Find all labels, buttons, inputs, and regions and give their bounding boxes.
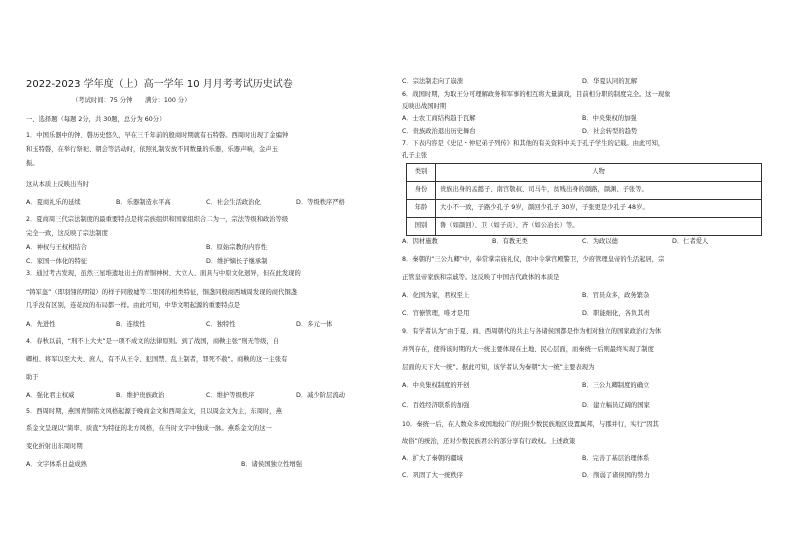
table-cell: 鲁（如颜回）、卫（如子贡）、齐（如公冶长）等。 [436,218,762,236]
q1-line: 和玉特磬，在举行祭祀、朝会等活动时，依照礼制安放不同数量的乐器，乐器声响，金声玉 [26,146,278,153]
q6-line: 6．战国时期，为取王分可理解政务和军事的相互将大量滴戏，目前相分职的制度完全。这一现象 [402,91,671,98]
table-row [407,200,762,218]
q10-option-d: D．削弱了诸侯国的势力 [582,472,650,479]
q3-option-c: C．独特性 [206,321,236,328]
q2-option-c: C．家国一体化的特征 [26,258,88,265]
q9-option-c: C．百姓经济联系的加强 [402,402,470,409]
table-cell: 贵族出身的孟懿子、南宫敬叔、司马牛，贫贱出身的颜路，颜渊、子张等。 [436,182,762,200]
q2-option-d: D．维护嫡长子继承制 [206,258,268,265]
q1-line: 1．中国乐器中的钟、磬历史悠久，早在三千年前的殷商时期就有石特磬。西周时出现了金编钟 [26,132,289,139]
q5-option-c: C．宗法制走向了崩溃 [402,78,464,85]
q4-line: 4．春秋以前，“刑不上大夫”是一项不成文的法律原则。到了战国，商鞅主张“刑无等级，自 [26,338,280,345]
q10-option-b: B．完善了基层治理体系 [582,455,650,462]
q3-line: 几乎没有区别，连花纹的布局都一样。由此可知，中华文明起源的重要特点是 [26,302,241,309]
q5-option-a: A．文字体系日益成熟 [26,461,87,468]
q8-option-c: C．官僚管理，唯才是用 [402,310,470,317]
q2-option-b: B．原始宗教的内容性 [206,244,267,251]
q5-line: 5．西周时期，燕国青铜铭文风格起源于晚商金文和西周金文，且以周金文为主，东周时，燕 [26,408,282,415]
q6-option-b: B．中央集权的加强 [582,115,637,122]
q10-option-a: A．扩大了秦朝的疆域 [402,455,463,462]
q9-option-a: A．中央集权制度的开创 [402,382,470,389]
q6-option-d: D．社会转型的趋势 [582,128,638,135]
q5-line: 变化折射出东周时期 [26,443,83,450]
q7-line: 孔子主张 [402,152,428,159]
q1-option-d: D．等级秩序严格 [296,199,345,206]
q4-option-a: A．强化君主权威 [26,392,75,399]
table-cell: 年龄 [407,200,436,218]
q1-line: 这从本质上反映出当时 [26,181,89,188]
table-header-cell: 类别 [407,164,436,182]
table-cell: 大小不一致，子路少孔子 9岁，颜回少孔子 30岁，子张更是少孔子 48岁。 [436,200,762,218]
q6-option-a: A．士农工商结构趋于瓦解 [402,115,476,122]
q1-option-a: A．夏商礼乐的延续 [26,199,81,206]
q5-line: 系金文呈现以“简率、质直”为特征的北方风格，在当时文字中独成一脉。燕系金文的这一 [26,425,272,432]
q3-line: 3．通过考古发现，虽然三星堆遗址出土的青铜神树、大立人、面具与中原文化迥异，但在此发现的 [26,270,301,277]
q2-option-a: A．神权与王权相结合 [26,244,87,251]
table-row [407,218,762,236]
q7-option-a: A．因材施教 [402,238,438,245]
q8-option-a: A．化国为家，君权至上 [402,292,470,299]
q4-option-b: B．维护贵族政治 [116,392,165,399]
q8-option-b: B．官员众多，政务繁杂 [582,292,650,299]
q2-line: 完全一致，这反映了宗法制度 [26,230,108,237]
q8-option-d: D．职能细化，各负其责 [582,310,650,317]
q4-option-d: D．减少阶层流动 [296,392,345,399]
section-heading: 一、选择题（每题 2分，共 30题，总分为 60分） [26,116,166,123]
table-row [407,182,762,200]
q9-option-d: D．建立幅员辽阔的国家 [582,402,650,409]
q7-option-b: B．有教无类 [492,238,528,245]
q9-line: 9．有学者认为“由于夏、商、西周朝代的共主与各诸侯国都是作为相对独立的国家政治行为体 [402,328,662,335]
q4-line: 助于 [26,374,39,381]
q6-line: 反映出战国时期 [402,103,447,110]
table-cell: 身份 [407,182,436,200]
q1-line: 振。 [26,160,39,167]
q8-line: 8．秦朝的“三公九卿”中，奉常掌宗庙礼仪，郎中令掌宫殿警卫，少府管理皇帝的生活起居，宗 [402,256,665,263]
q10-line: 故俗”的统治，还对少数民族君公的部分享有行政权。上述政策 [402,438,576,445]
q3-option-b: B．连续性 [116,321,146,328]
q1-option-c: C．社会生活政治化 [206,199,261,206]
q3-option-a: A．先进性 [26,321,56,328]
exam-info: （考试时间：75 分钟 满分：100 分） [72,97,191,104]
q9-line: 层面的天下大一统”。据此可知，该学者认为秦朝“大一统”主要表现为 [402,364,595,371]
q3-option-d: D．多元一体 [296,321,333,328]
table-cell: 国别 [407,218,436,236]
q5-option-b: B．诸侯国独立性增强 [241,461,302,468]
q4-line: 卿相、将军以至大夫、庶人，有不从王令、犯国禁、乱上制者，罪死不赦”。商鞅的这一主张有 [26,356,288,363]
page-title: 2022-2023 学年度（上）高一学年 10 月月考考试历史试卷 [26,79,293,90]
q5-option-d: D．华夏认同的瓦解 [582,78,638,85]
q7-option-c: C．为政以德 [582,238,618,245]
q7-option-d: D．仁者爱人 [672,238,709,245]
q1-option-b: B．乐器制造水平高 [116,199,171,206]
q10-option-c: C．巩固了大一统秩序 [402,472,464,479]
q8-line: 正管皇帝家族和宗戚等。这反映了中国古代政体的本质是 [402,274,560,281]
q6-option-c: C．贵族政治退出历史舞台 [402,128,476,135]
q4-option-c: C．维护等级秩序 [206,392,255,399]
q9-line: 并列存在，使得该时期的大一统主要体现在土地、民心层面，而秦统一后则最终实现了制度 [402,346,654,353]
table-header-cell: 人物 [436,164,762,182]
q3-line: “铸军盔”（即羽翎的明镜）的样子同殷墟等二里冈的相类特征，铜盏同殷商西城周发现的商代铜盏 [26,289,297,296]
table-header-row [407,164,762,182]
q7-line: 7．下表内容是《史记・仲尼弟子列传》和其他的有关资料中关于孔子学生的记载。由此可知， [402,140,665,147]
q10-line: 10．秦统一后，在人数众多或国地较广的归附少数民族地区设置属邦，与郡并行，实行“因其 [402,421,659,428]
q2-line: 2．夏商周三代宗法制度的最重要特点是将宗族组织和国家组织合二为一，宗法等级和政治等级 [26,216,289,223]
q7-table [406,163,762,236]
q9-option-b: B．三公九卿制度的确立 [582,382,650,389]
